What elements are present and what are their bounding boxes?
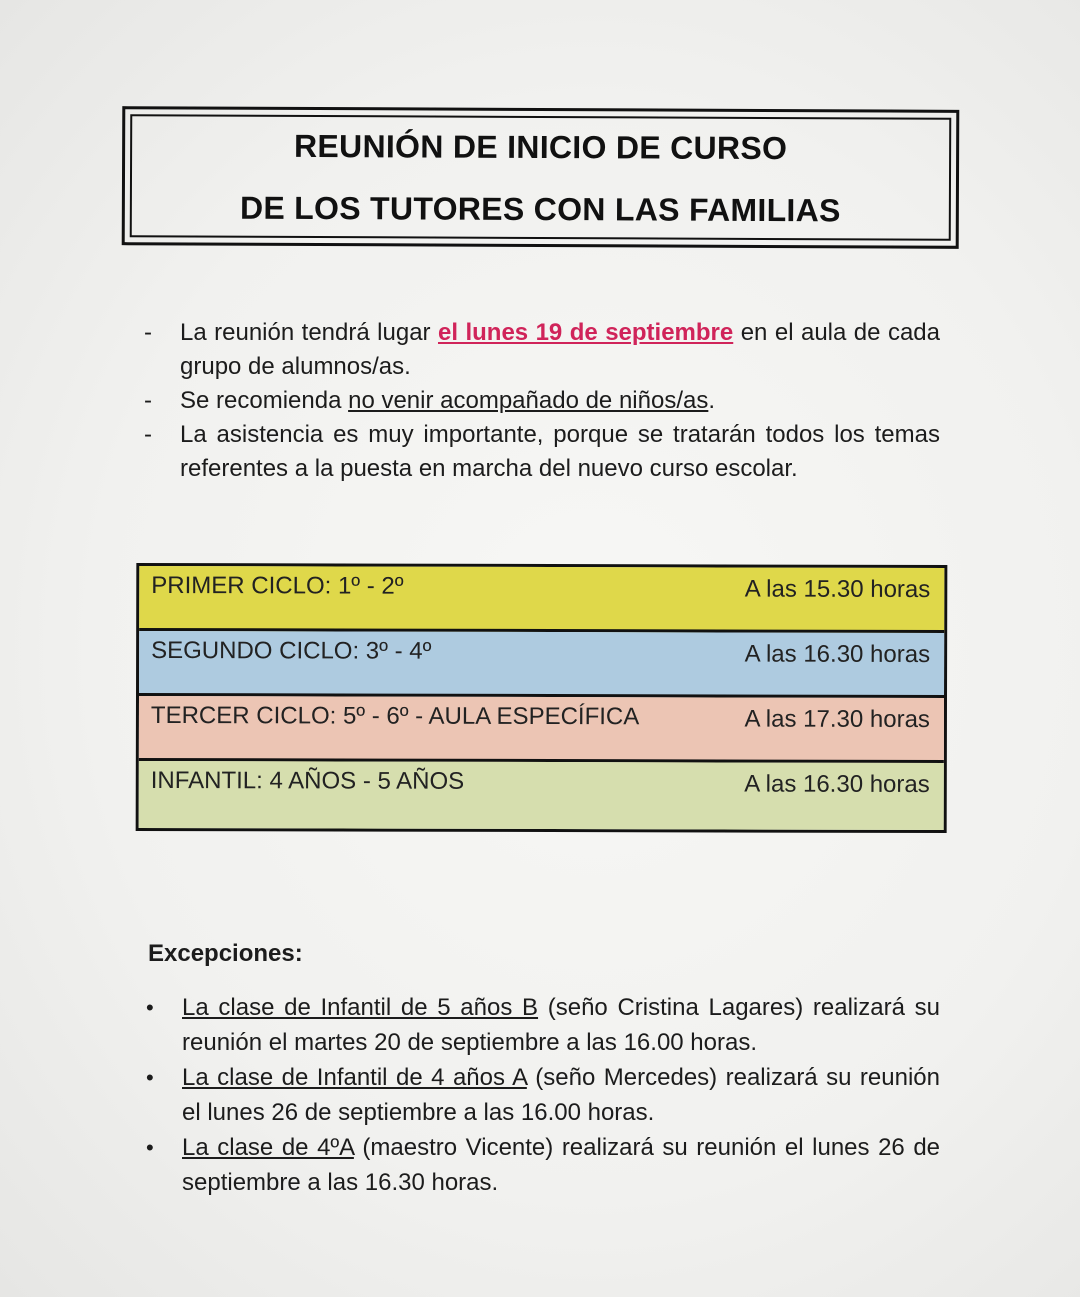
schedule-time: A las 16.30 horas bbox=[744, 640, 931, 669]
intro-text: . bbox=[708, 387, 716, 414]
exception-class: La clase de 4ºA bbox=[182, 1134, 354, 1161]
dash-bullet: - bbox=[144, 319, 152, 346]
exception-item bbox=[140, 1130, 940, 1200]
intro-list bbox=[140, 316, 940, 486]
schedule-group: SEGUNDO CICLO: 3º - 4º bbox=[151, 636, 432, 665]
intro-text: Se recomienda bbox=[180, 387, 349, 414]
intro-text: en el aula de cada grupo de alumnos/as. bbox=[180, 319, 940, 380]
title-box bbox=[122, 106, 960, 249]
schedule-row-segundo bbox=[139, 631, 944, 698]
bullet-dot: • bbox=[146, 1135, 154, 1160]
schedule-group: TERCER CICLO: 5º - 6º - AULA ESPECÍFICA bbox=[150, 701, 640, 731]
exceptions-list bbox=[140, 990, 940, 1200]
title-line-1: REUNIÓN DE INICIO DE CURSO bbox=[293, 127, 788, 167]
exceptions-heading: Excepciones: bbox=[148, 940, 303, 967]
intro-item-attendance bbox=[140, 418, 940, 486]
bullet-dot: • bbox=[146, 995, 154, 1020]
intro-text: La asistencia es muy importante, porque se tratarán todos los temas referentes a la puesta en marcha del nuevo curso escolar. bbox=[180, 421, 940, 482]
schedule-table bbox=[136, 563, 948, 833]
exception-details: (seño Mercedes) realizará su reunión el lunes 26 de septiembre a las 16.00 horas. bbox=[182, 1064, 940, 1126]
exception-details: (seño Cristina Lagares) realizará su reunión el martes 20 de septiembre a las 16.00 horas. bbox=[182, 994, 940, 1056]
dash-bullet: - bbox=[144, 421, 152, 448]
intro-item-children bbox=[140, 384, 940, 418]
schedule-time: A las 15.30 horas bbox=[744, 575, 931, 604]
exception-details: (maestro Vicente) realizará su reunión el lunes 26 de septiembre a las 16.30 horas. bbox=[182, 1134, 941, 1196]
title-line-2: DE LOS TUTORES CON LAS FAMILIAS bbox=[239, 189, 841, 229]
intro-item-date bbox=[140, 316, 940, 384]
schedule-group: INFANTIL: 4 AÑOS - 5 AÑOS bbox=[150, 766, 465, 795]
schedule-time: A las 16.30 horas bbox=[744, 770, 930, 799]
intro-text: La reunión tendrá lugar bbox=[180, 319, 438, 346]
schedule-row-tercer bbox=[139, 696, 944, 763]
recommendation-underlined: no venir acompañado de niños/as bbox=[348, 387, 709, 414]
exception-item bbox=[140, 990, 940, 1060]
dash-bullet: - bbox=[144, 387, 152, 414]
exception-item bbox=[140, 1060, 940, 1130]
meeting-date-highlight: el lunes 19 de septiembre bbox=[437, 319, 734, 346]
exception-class: La clase de Infantil de 4 años A bbox=[182, 1064, 527, 1091]
schedule-time: A las 17.30 horas bbox=[744, 705, 930, 734]
exception-class: La clase de Infantil de 5 años B bbox=[182, 994, 539, 1021]
bullet-dot: • bbox=[146, 1065, 154, 1090]
schedule-row-infantil bbox=[139, 761, 944, 830]
schedule-row-primer bbox=[139, 566, 944, 633]
schedule-group: PRIMER CICLO: 1º - 2º bbox=[151, 571, 404, 600]
